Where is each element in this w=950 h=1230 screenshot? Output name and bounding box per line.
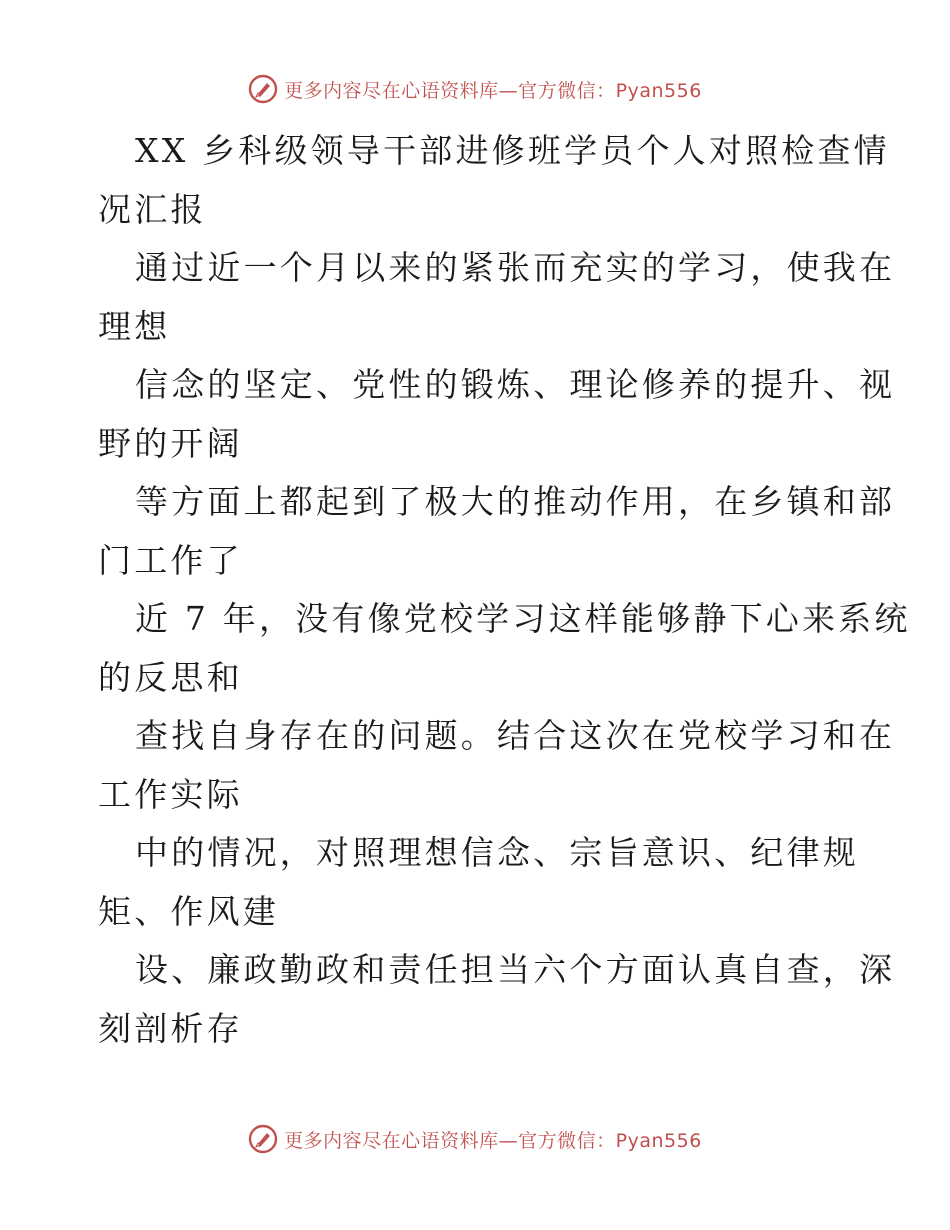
text-line-10: 的反思和 — [98, 657, 243, 697]
pen-logo-icon — [248, 74, 278, 104]
watermark-text: 更多内容尽在心语资料库—官方微信：Pyan556 — [284, 79, 702, 102]
text-line-15: 设、廉政勤政和责任担当六个方面认真自查，深 — [135, 950, 896, 989]
text-line-8: 门工作了 — [98, 540, 243, 580]
text-line-3: 通过近一个月以来的紧张而充实的学习，使我在 — [135, 248, 896, 287]
text-line-6: 野的开阔 — [98, 423, 243, 463]
text-line-9: 近 7 年，没有像党校学习这样能够静下心来系统 — [135, 599, 911, 638]
header-watermark — [0, 74, 950, 104]
text-line-7: 等方面上都起到了极大的推动作用，在乡镇和部 — [135, 482, 896, 521]
footer-watermark — [0, 1124, 950, 1154]
text-line-4: 理想 — [98, 306, 171, 346]
text-line-14: 矩、作风建 — [98, 891, 279, 931]
text-line-1: XX 乡科级领导干部进修班学员个人对照检查情 — [135, 131, 890, 170]
watermark-text: 更多内容尽在心语资料库—官方微信：Pyan556 — [284, 1129, 702, 1152]
text-line-12: 工作实际 — [98, 774, 243, 814]
pen-logo-icon — [248, 1124, 278, 1154]
text-line-2: 况汇报 — [98, 189, 207, 229]
document-body — [98, 122, 911, 1058]
text-line-5: 信念的坚定、党性的锻炼、理论修养的提升、视 — [135, 365, 896, 404]
text-line-11: 查找自身存在的问题。结合这次在党校学习和在 — [135, 716, 896, 755]
text-line-13: 中的情况，对照理想信念、宗旨意识、纪律规 — [135, 833, 859, 872]
text-line-16: 刻剖析存 — [98, 1008, 243, 1048]
